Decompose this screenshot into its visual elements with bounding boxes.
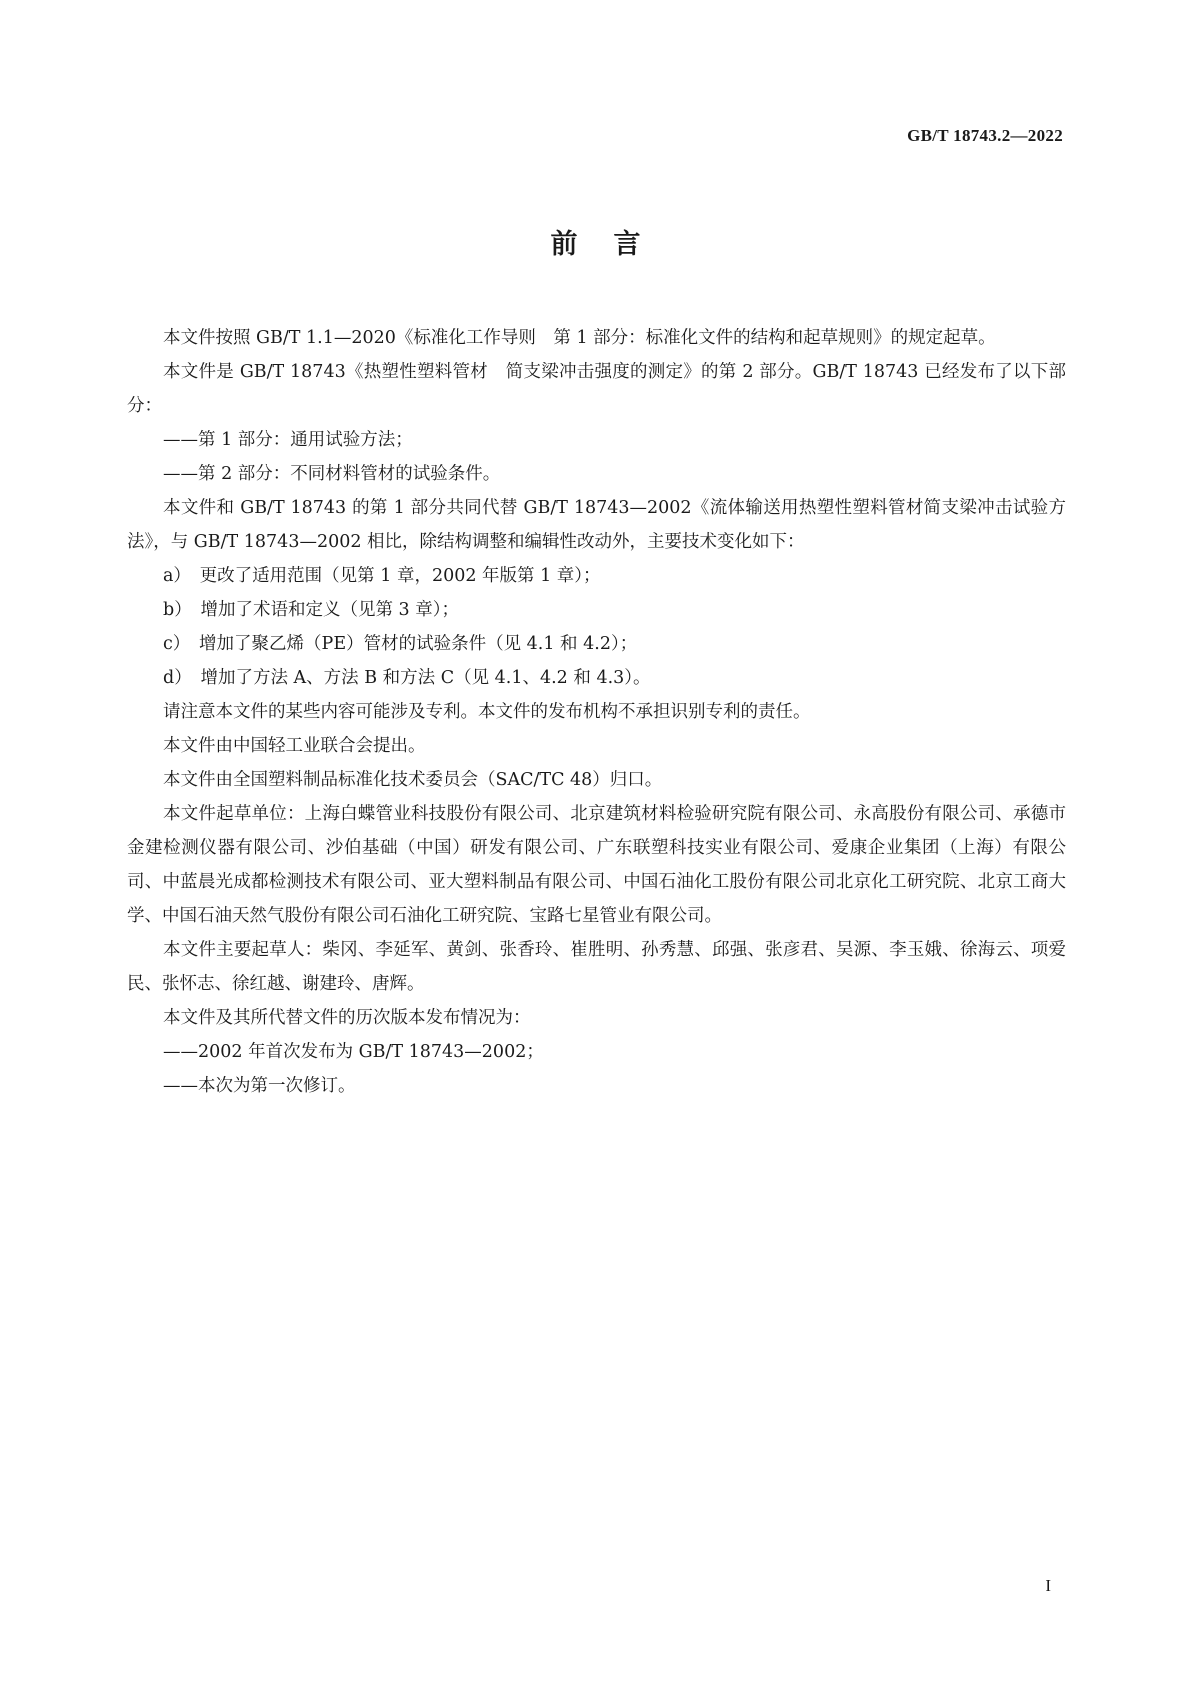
paragraph: 本文件按照 GB/T 1.1—2020《标准化工作导则 第 1 部分：标准化文件的结构和起草规则》的规定起草。 [163,328,996,348]
paragraph: 本文件由中国轻工业联合会提出。 [163,736,426,756]
list-item: ——2002 年首次发布为 GB/T 18743—2002； [163,1042,544,1062]
list-item: b） 增加了术语和定义（见第 3 章）； [163,600,459,620]
list-item: ——第 2 部分：不同材料管材的试验条件。 [163,464,501,484]
list-item: a） 更改了适用范围（见第 1 章，2002 年版第 1 章）； [163,566,601,586]
paragraph: 本文件及其所代替文件的历次版本发布情况为： [163,1008,531,1028]
paragraph: 本文件和 GB/T 18743 的第 1 部分共同代替 GB/T 18743—2002《流体输送用热塑性塑料管材简支梁冲击试验方法》，与 GB/T 18743—2002 相比，除结构调整和编辑性改动外，主要技术变化如下： [127,498,1066,552]
paragraph: 请注意本文件的某些内容可能涉及专利。本文件的发布机构不承担识别专利的责任。 [163,702,811,722]
paragraph: 本文件由全国塑料制品标准化技术委员会（SAC/TC 48）归口。 [163,770,663,790]
document-code: GB/T 18743.2—2022 [907,126,1063,145]
paragraph: 本文件起草单位：上海白蝶管业科技股份有限公司、北京建筑材料检验研究院有限公司、永高股份有限公司、承德市金建检测仪器有限公司、沙伯基础（中国）研发有限公司、广东联塑科技实业有限公司、爱康企业集团（上海）有限公司、中蓝晨光成都检测技术有限公司、亚大塑料制品有限公司、中国石油化工股份有限公司北京化工研究院、北京工商大学、中国石油天然气股份有限公司石油化工研究院、宝路七星管业有限公司。 [127,804,1066,926]
document-body [127,321,1066,1103]
page-title: 前言 [550,229,677,260]
page-number: I [1045,1576,1051,1595]
list-item: ——第 1 部分：通用试验方法； [163,430,413,450]
list-item: d） 增加了方法 A、方法 B 和方法 C（见 4.1、4.2 和 4.3）。 [163,668,651,688]
list-item: ——本次为第一次修订。 [163,1076,356,1096]
paragraph: 本文件主要起草人：柴冈、李延军、黄剑、张香玲、崔胜明、孙秀慧、邱强、张彦君、吴源、李玉娥、徐海云、项爱民、张怀志、徐红越、谢建玲、唐辉。 [127,940,1066,994]
paragraph: 本文件是 GB/T 18743《热塑性塑料管材 简支梁冲击强度的测定》的第 2 部分。GB/T 18743 已经发布了以下部分： [127,362,1066,416]
list-item: c） 增加了聚乙烯（PE）管材的试验条件（见 4.1 和 4.2）； [163,634,638,654]
